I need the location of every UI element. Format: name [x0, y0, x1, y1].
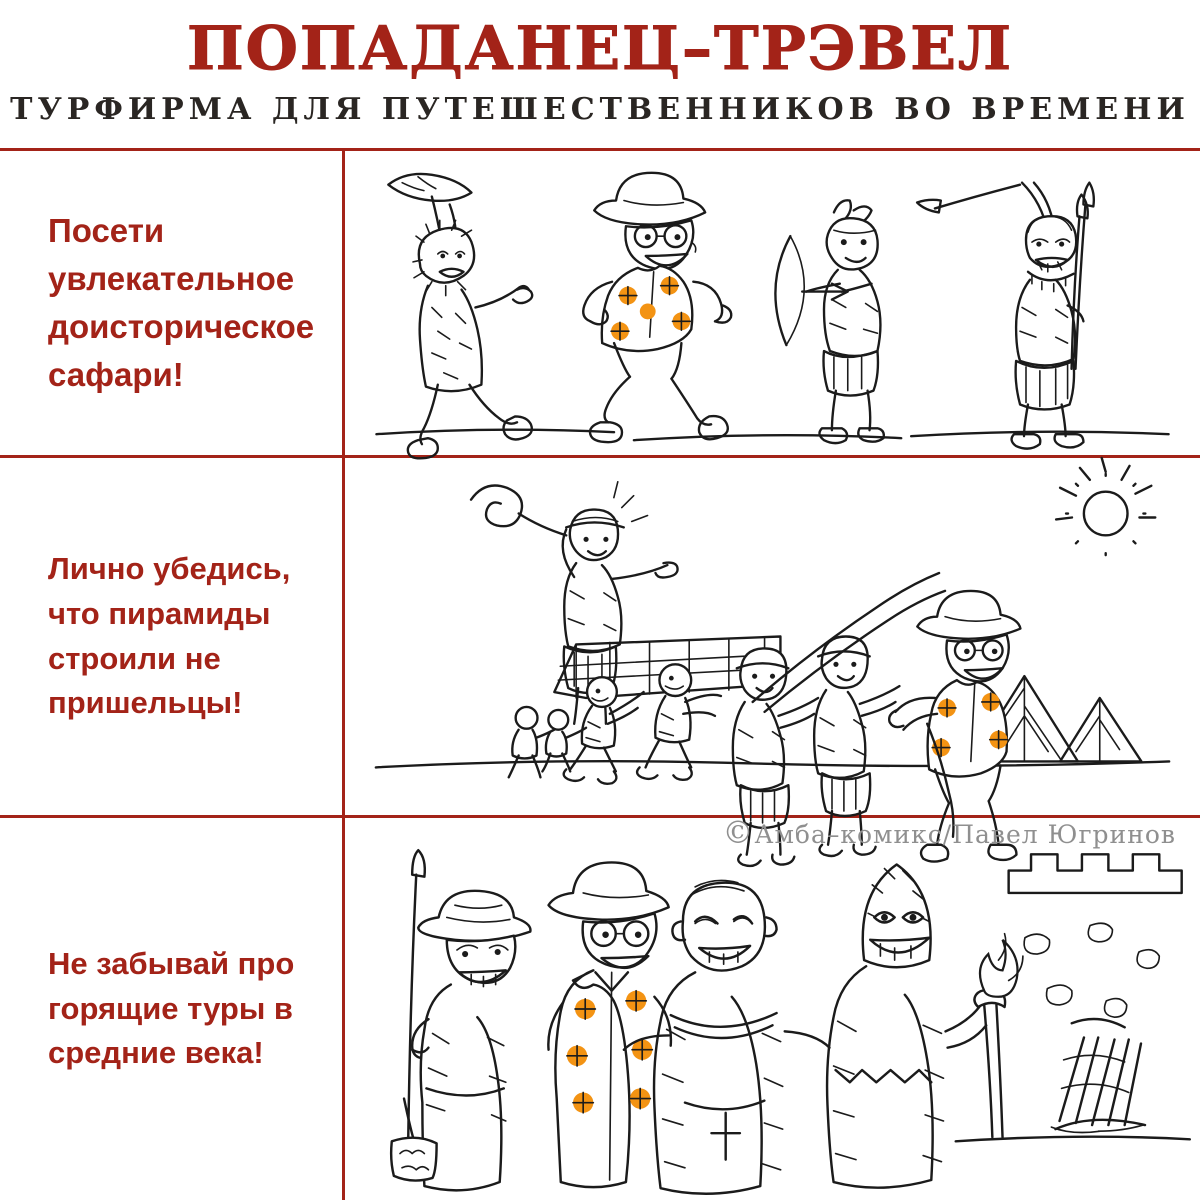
page-subtitle: ТУРФИРМА ДЛЯ ПУТЕШЕСТВЕННИКОВ ВО ВРЕМЕНИ — [10, 92, 1190, 127]
signature-text: Амба–комикс/Павел Югринов — [754, 820, 1176, 849]
firewood-pile — [1051, 1019, 1145, 1132]
caption-pyramids — [0, 458, 345, 815]
comic-rows — [0, 148, 1200, 1200]
signature-symbol: © — [722, 815, 755, 851]
caveman-with-club — [388, 174, 532, 458]
tourist-in-hawaiian-shirt-running — [583, 173, 731, 442]
tourist-in-hawaiian-shirt — [548, 862, 671, 1187]
pyramid-building-scene — [345, 458, 1200, 851]
comic-row-prehistoric — [0, 151, 1200, 458]
castle-wall — [1009, 854, 1182, 1017]
medieval-burning-tour-scene — [345, 818, 1200, 1200]
native-with-bow — [775, 200, 883, 443]
prehistoric-safari-scene — [345, 151, 1200, 455]
guard-with-spear — [391, 850, 530, 1190]
comic-row-pyramids — [0, 458, 1200, 851]
comic-row-medieval — [0, 818, 1200, 1200]
caption-text: Посети увлекательное доисторическое сафари! — [48, 212, 315, 393]
caption-medieval — [0, 818, 345, 1200]
overseer-with-whip — [471, 482, 678, 724]
caption-text: Не забывай про горящие туры в средние века! — [48, 945, 295, 1071]
caption-text: Лично убедись, что пирамиды строили не пришельцы! — [48, 550, 291, 721]
native-with-spears — [917, 183, 1094, 449]
caption-prehistoric — [0, 151, 345, 455]
sun — [1056, 458, 1155, 555]
page-title: ПОПАДАНЕЦ–ТРЭВЕЛ — [186, 14, 1014, 84]
poster-header — [0, 0, 1200, 126]
